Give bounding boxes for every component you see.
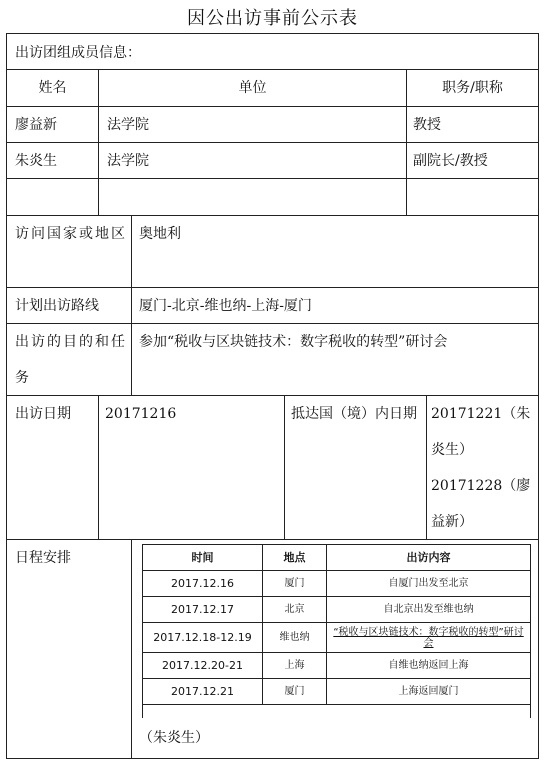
schedule-time: 2017.12.20-21 <box>143 653 263 678</box>
rule <box>131 539 132 758</box>
purpose-value: 参加“税收与区块链技术：数字税收的转型”研讨会 <box>139 334 448 350</box>
arrival-value-1: 20171221（朱炎生） <box>431 406 531 458</box>
schedule-time: 2017.12.17 <box>143 597 263 622</box>
member-unit: 法学院 <box>107 153 149 169</box>
schedule-time: 2017.12.16 <box>143 571 263 596</box>
schedule-label: 日程安排 <box>15 550 71 566</box>
rule <box>7 287 538 288</box>
date-value: 20171216 <box>105 406 177 422</box>
members-header-name: 姓名 <box>38 80 67 96</box>
group-info-label: 出访团组成员信息： <box>15 45 141 61</box>
publicity-form <box>6 33 539 759</box>
schedule-header-place: 地点 <box>263 545 327 570</box>
schedule-time: 2017.12.18-12.19 <box>143 623 263 652</box>
route-value: 厦门-北京-维也纳-上海-厦门 <box>139 298 312 314</box>
schedule-row <box>143 653 530 679</box>
schedule-table <box>142 544 531 718</box>
schedule-header-content: 出访内容 <box>406 551 451 564</box>
schedule-content: 上海返回厦门 <box>398 686 459 697</box>
member-name: 朱炎生 <box>15 153 57 169</box>
member-position: 副院长/教授 <box>413 153 488 169</box>
members-header-position: 职务/职称 <box>442 80 503 96</box>
rule <box>98 395 99 539</box>
schedule-place: 北京 <box>263 597 327 622</box>
schedule-row <box>143 679 530 705</box>
rule <box>7 178 538 179</box>
schedule-row <box>143 623 530 653</box>
rule <box>284 395 285 539</box>
schedule-row <box>143 571 530 597</box>
rule <box>426 395 427 539</box>
schedule-row <box>143 597 530 623</box>
schedule-time: 2017.12.21 <box>143 679 263 704</box>
route-label: 计划出访路线 <box>15 298 99 314</box>
arrival-label: 抵达国（境）内日期 <box>291 406 417 422</box>
rule <box>7 142 538 143</box>
rule <box>7 69 538 70</box>
schedule-place: 厦门 <box>263 679 327 704</box>
schedule-place: 厦门 <box>263 571 327 596</box>
purpose-label: 出访的目的和任务 <box>15 334 127 386</box>
schedule-place: 上海 <box>263 653 327 678</box>
member-name: 廖益新 <box>15 117 57 133</box>
arrival-value-2: 20171228（廖益新） <box>431 478 531 530</box>
member-position: 教授 <box>413 117 441 133</box>
schedule-content: 自厦门出发至北京 <box>388 578 469 589</box>
date-label: 出访日期 <box>15 406 71 422</box>
country-label: 访问国家或地区 <box>15 226 127 242</box>
members-header-unit: 单位 <box>238 80 267 96</box>
schedule-content: “税收与区块链技术：数字税收的转型”研讨会 <box>333 626 524 649</box>
schedule-note: （朱炎生） <box>139 730 209 746</box>
schedule-content: 自北京出发至维也纳 <box>383 604 474 615</box>
country-value: 奥地利 <box>139 226 181 242</box>
schedule-header-row <box>143 545 530 571</box>
schedule-content: 自维也纳返回上海 <box>388 660 469 671</box>
schedule-place: 维也纳 <box>263 623 327 652</box>
document-title: 因公出访事前公示表 <box>187 8 358 29</box>
rule <box>7 106 538 107</box>
schedule-header-time: 时间 <box>143 545 263 570</box>
member-unit: 法学院 <box>107 117 149 133</box>
rule <box>131 215 132 395</box>
